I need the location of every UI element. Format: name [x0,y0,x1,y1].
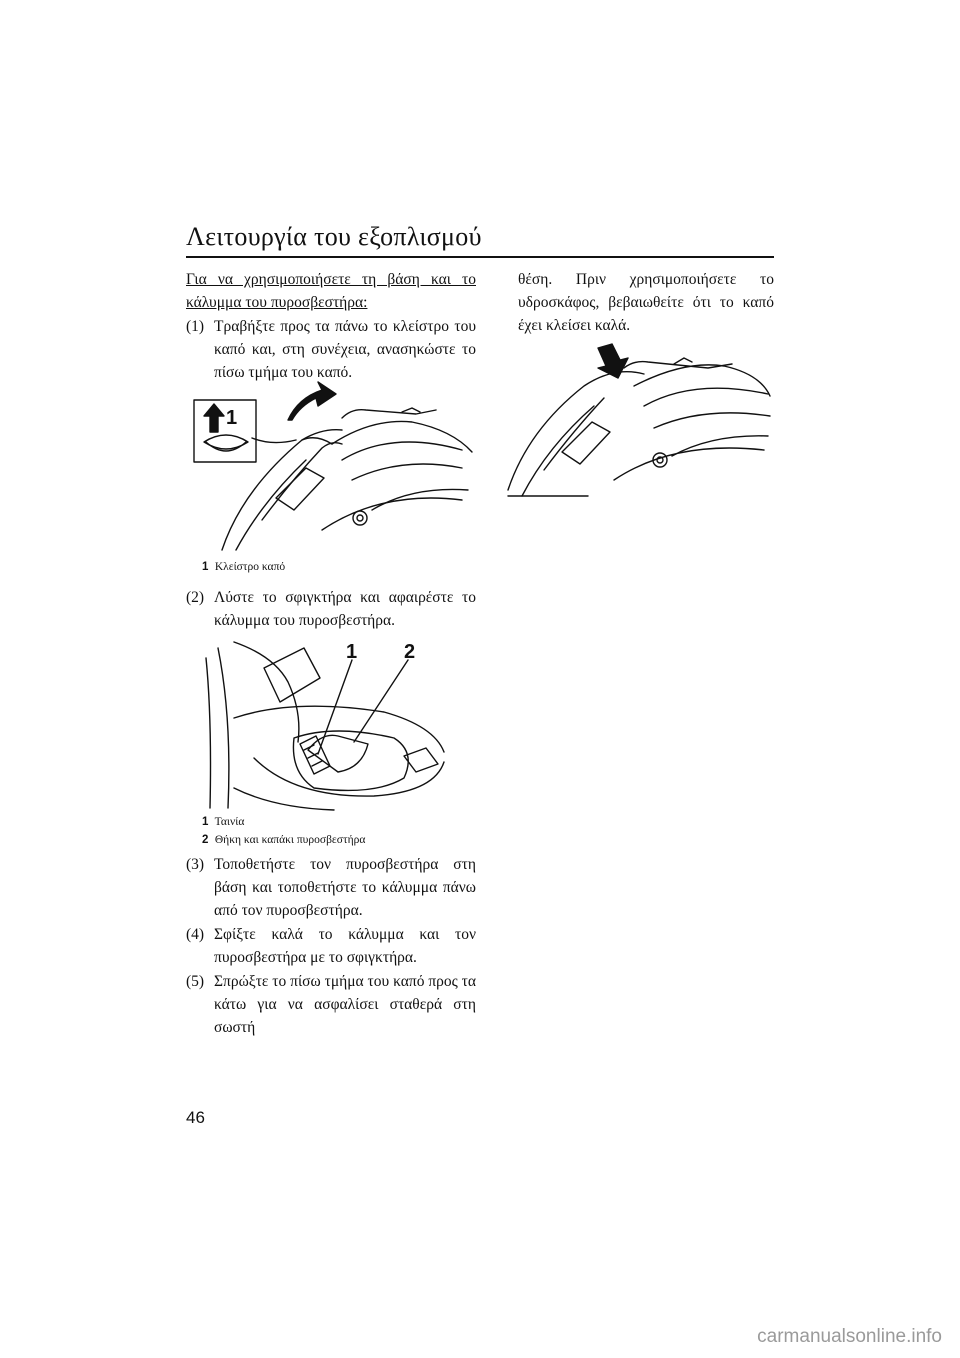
figure2-callout-2: 2 [404,641,416,663]
right-column [518,268,774,337]
watermark: carmanualsonline.info [757,1326,942,1347]
step-5 [186,970,476,1039]
step-number: (2) [186,589,205,606]
left-column-step2 [186,586,476,633]
step-text: Τραβήξτε προς τα πάνω το κλείστρο του καπό και, στη συνέχεια, ανασηκώστε το πίσω τμήμα του καπό. [214,318,476,381]
caption-number: 1 [202,561,209,573]
left-column-steps3-5 [186,853,476,1040]
caption-text: Θήκη και καπάκι πυροσβεστήρα [214,834,366,846]
step-text: Τοποθετήστε τον πυροσβεστήρα στη βάση και τοποθετήστε το κάλυμμα πάνω από τον πυροσβεστήρα. [214,856,476,919]
step-text: Σπρώξτε το πίσω τμήμα του καπό προς τα κάτω για να ασφαλίσει σταθερά στη σωστή [214,973,476,1036]
caption-text: Ταινία [214,816,245,828]
figure-hood-closed [504,340,774,502]
step-number: (1) [186,318,205,335]
figure-hood-latch [192,380,478,560]
step-4 [186,923,476,969]
step-text: Λύστε το σφιγκτήρα και αφαιρέστε το κάλυμμα του πυροσβεστήρα. [214,589,476,629]
caption-number: 1 [202,816,209,828]
right-column-text: θέση. Πριν χρησιμοποιήσετε το υδροσκάφος, βεβαιωθείτε ότι το καπό έχει κλείσει καλά. [518,271,774,334]
caption-text: Κλείστρο καπό [214,561,286,573]
section-heading: Για να χρησιμοποιήσετε τη βάση και το κάλυμμα του πυροσβεστήρα: [186,271,476,311]
page-title: Λειτουργία του εξοπλισμού [186,222,482,251]
step-number: (5) [186,973,205,990]
caption-number: 2 [202,834,209,846]
figure1-callout-1: 1 [226,407,238,429]
step-number: (4) [186,926,205,943]
inset-box [194,400,256,462]
title-divider [186,256,774,258]
figure-extinguisher-holder [204,638,468,814]
step-text: Σφίξτε καλά το κάλυμμα και τον πυροσβεστήρα με το σφιγκτήρα. [214,926,476,966]
figure2-caption-2 [202,831,365,849]
step-number: (3) [186,856,205,873]
step-2 [186,586,476,632]
step-3 [186,853,476,922]
figure2-caption-1 [202,813,244,831]
step-1 [186,315,476,384]
figure2-callout-1: 1 [346,641,358,663]
page-number: 46 [186,1108,205,1127]
left-column-top [186,268,476,385]
figure1-caption [202,558,285,576]
